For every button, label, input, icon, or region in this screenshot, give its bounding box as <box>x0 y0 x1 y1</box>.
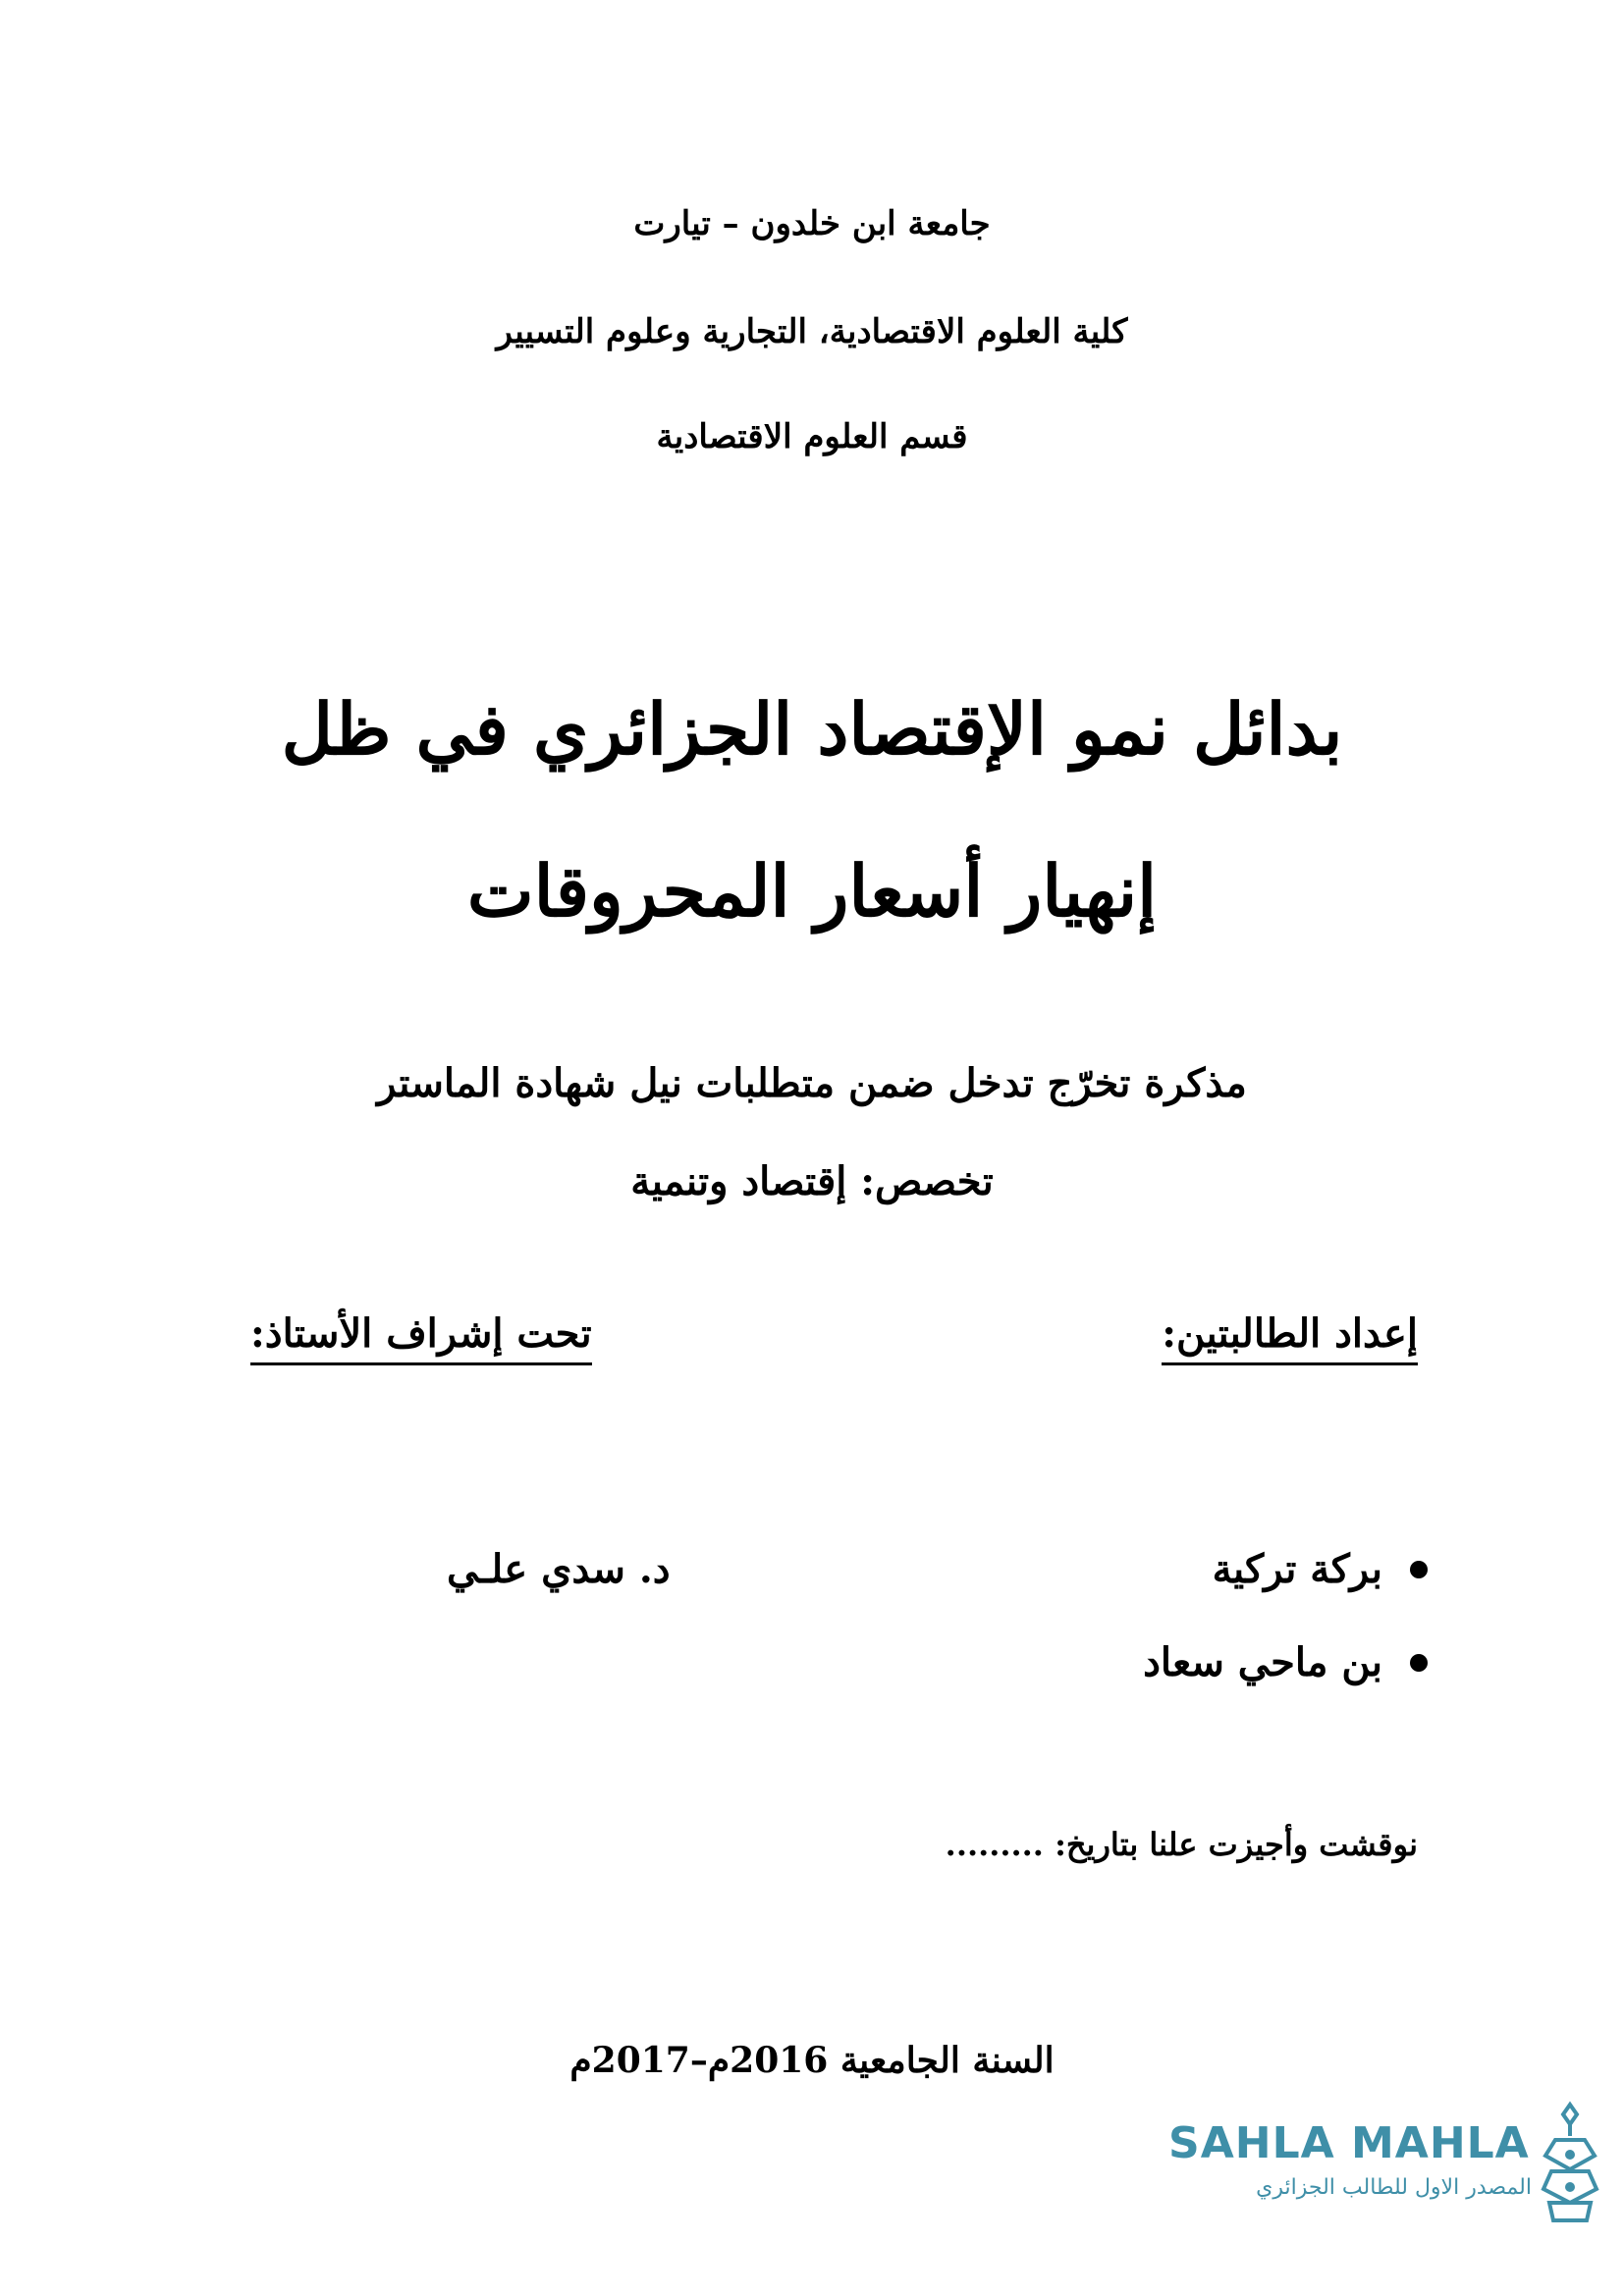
bullet-icon <box>1410 1561 1428 1578</box>
supervisor-label: تحت إشراف الأستاذ: <box>250 1310 592 1365</box>
department-name: قسم العلوم الاقتصادية <box>656 417 968 456</box>
university-name: جامعة ابن خلدون – تيارت <box>633 204 991 243</box>
student-name: بركة تركية <box>1212 1546 1382 1592</box>
supervisor-name: د. سدي علـي <box>447 1546 671 1592</box>
thesis-title-line-1: بدائل نمو الإقتصاد الجزائري في ظل <box>281 687 1343 771</box>
student-name: بن ماحي سعاد <box>1143 1639 1382 1685</box>
defense-date-line: نوقشت وأجيزت علنا بتاريخ: ......... <box>945 1826 1418 1863</box>
sahla-mahla-logo-icon <box>1538 2101 1602 2224</box>
academic-year: السنة الجامعية 2016م–2017م <box>569 2040 1055 2081</box>
watermark-tagline: المصدر الاول للطالب الجزائري <box>1256 2175 1532 2200</box>
faculty-name: كلية العلوم الاقتصادية، التجارية وعلوم التسيير <box>496 312 1128 351</box>
thesis-description: مذكرة تخرّج تدخل ضمن متطلبات نيل شهادة الماستر <box>377 1060 1247 1106</box>
students-label: إعداد الطالبتين: <box>1162 1310 1418 1365</box>
bullet-icon <box>1410 1654 1428 1672</box>
watermark-brand: SAHLA MAHLA <box>1168 2118 1530 2168</box>
student-item <box>1143 1639 1428 1685</box>
specialization: تخصص: إقتصاد وتنمية <box>630 1158 994 1204</box>
student-item <box>1213 1546 1428 1592</box>
thesis-title-line-2: إنهيار أسعار المحروقات <box>466 849 1158 933</box>
watermark-logo <box>1168 2101 1610 2228</box>
